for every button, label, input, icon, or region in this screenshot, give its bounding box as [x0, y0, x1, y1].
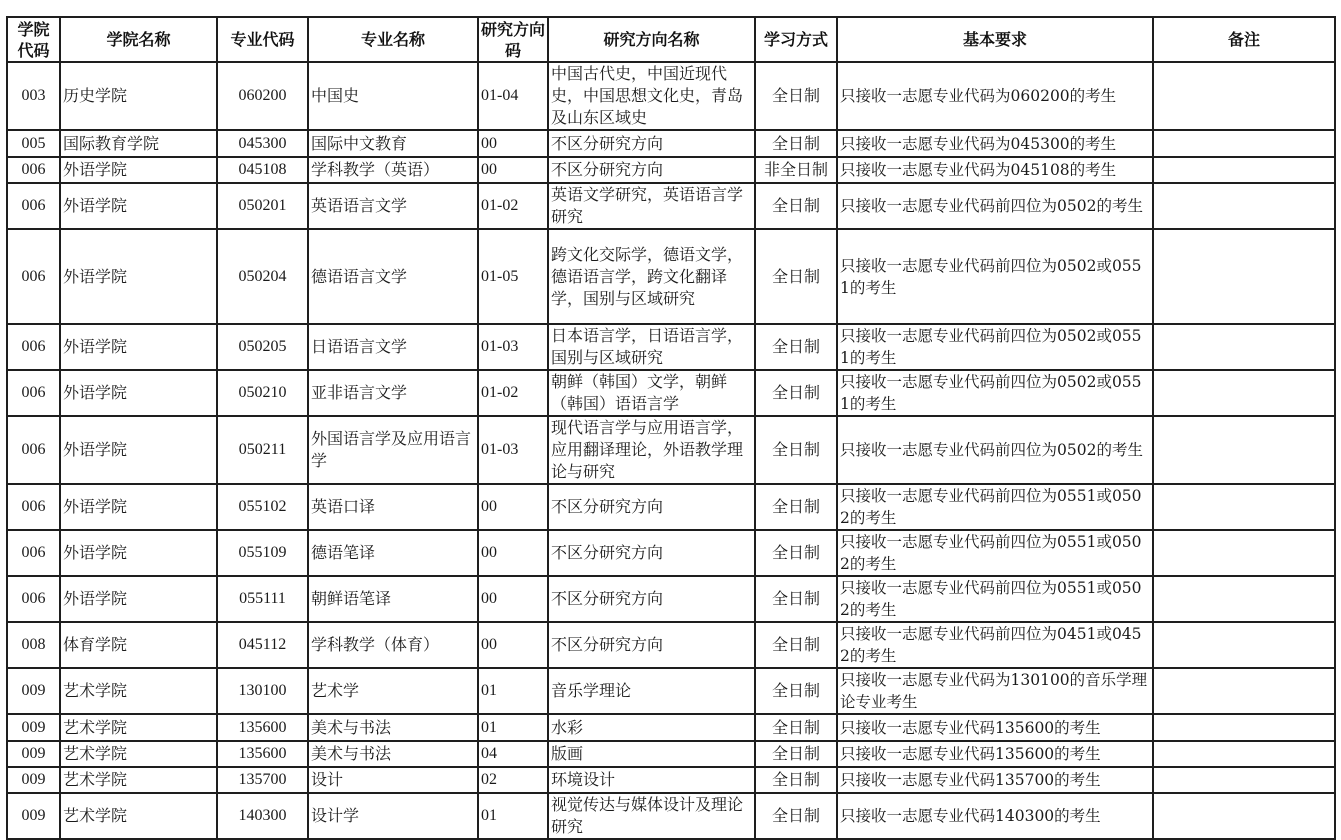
cell-direction-code: 00 [478, 130, 548, 157]
cell-college-code: 003 [7, 62, 60, 130]
cell-major-name: 德语笔译 [308, 530, 478, 576]
cell-major-name: 外国语言学及应用语言学 [308, 416, 478, 484]
cell-college-code: 006 [7, 484, 60, 530]
cell-requirement: 只接收一志愿专业代码前四位为0551或0502的考生 [837, 576, 1153, 622]
cell-requirement: 只接收一志愿专业代码前四位为0502的考生 [837, 183, 1153, 229]
cell-college-name: 外语学院 [60, 229, 217, 324]
cell-study-mode: 全日制 [755, 741, 837, 767]
cell-remarks [1153, 668, 1335, 714]
table-row [7, 530, 1335, 576]
cell-college-code: 009 [7, 767, 60, 793]
cell-remarks [1153, 157, 1335, 183]
header-study-mode: 学习方式 [755, 17, 837, 62]
cell-study-mode: 全日制 [755, 668, 837, 714]
cell-direction-name: 视觉传达与媒体设计及理论研究 [548, 793, 755, 839]
cell-college-code: 008 [7, 622, 60, 668]
cell-direction-name: 环境设计 [548, 767, 755, 793]
cell-requirement: 只接收一志愿专业代码为045108的考生 [837, 157, 1153, 183]
cell-college-name: 国际教育学院 [60, 130, 217, 157]
cell-requirement: 只接收一志愿专业代码为060200的考生 [837, 62, 1153, 130]
cell-study-mode: 全日制 [755, 714, 837, 741]
cell-direction-name: 不区分研究方向 [548, 130, 755, 157]
cell-direction-name: 不区分研究方向 [548, 622, 755, 668]
cell-study-mode: 非全日制 [755, 157, 837, 183]
cell-college-code: 006 [7, 183, 60, 229]
cell-remarks [1153, 324, 1335, 370]
header-direction-code: 研究方向码 [478, 17, 548, 62]
table-row [7, 370, 1335, 416]
table-row [7, 714, 1335, 741]
cell-requirement: 只接收一志愿专业代码140300的考生 [837, 793, 1153, 839]
cell-study-mode: 全日制 [755, 370, 837, 416]
cell-study-mode: 全日制 [755, 622, 837, 668]
table-row [7, 484, 1335, 530]
cell-college-name: 外语学院 [60, 530, 217, 576]
header-college-name: 学院名称 [60, 17, 217, 62]
cell-direction-code: 01 [478, 668, 548, 714]
cell-remarks [1153, 530, 1335, 576]
cell-major-code: 135700 [217, 767, 308, 793]
table-row [7, 183, 1335, 229]
table-row [7, 668, 1335, 714]
cell-major-code: 055111 [217, 576, 308, 622]
cell-direction-code: 00 [478, 622, 548, 668]
cell-remarks [1153, 576, 1335, 622]
cell-major-name: 设计学 [308, 793, 478, 839]
cell-study-mode: 全日制 [755, 324, 837, 370]
cell-requirement: 只接收一志愿专业代码前四位为0502的考生 [837, 416, 1153, 484]
cell-college-code: 006 [7, 576, 60, 622]
cell-major-code: 050204 [217, 229, 308, 324]
cell-direction-code: 01-05 [478, 229, 548, 324]
table-row [7, 767, 1335, 793]
cell-requirement: 只接收一志愿专业代码前四位为0502或0551的考生 [837, 229, 1153, 324]
header-major-name: 专业名称 [308, 17, 478, 62]
cell-remarks [1153, 622, 1335, 668]
cell-college-name: 体育学院 [60, 622, 217, 668]
cell-college-name: 艺术学院 [60, 741, 217, 767]
cell-direction-name: 中国古代史，中国近现代史，中国思想文化史，青岛及山东区域史 [548, 62, 755, 130]
table-row [7, 416, 1335, 484]
cell-remarks [1153, 370, 1335, 416]
cell-major-code: 060200 [217, 62, 308, 130]
header-row [7, 17, 1335, 62]
cell-direction-code: 01-02 [478, 183, 548, 229]
cell-college-name: 艺术学院 [60, 793, 217, 839]
cell-direction-code: 01-02 [478, 370, 548, 416]
cell-college-code: 009 [7, 668, 60, 714]
cell-college-code: 006 [7, 157, 60, 183]
cell-requirement: 只接收一志愿专业代码为045300的考生 [837, 130, 1153, 157]
cell-remarks [1153, 714, 1335, 741]
cell-direction-code: 02 [478, 767, 548, 793]
cell-direction-name: 日本语言学，日语语言学，国别与区域研究 [548, 324, 755, 370]
cell-major-name: 亚非语言文学 [308, 370, 478, 416]
cell-direction-name: 音乐学理论 [548, 668, 755, 714]
cell-remarks [1153, 416, 1335, 484]
cell-study-mode: 全日制 [755, 793, 837, 839]
cell-major-code: 055109 [217, 530, 308, 576]
cell-requirement: 只接收一志愿专业代码为130100的音乐学理论专业考生 [837, 668, 1153, 714]
table-row [7, 324, 1335, 370]
cell-college-name: 艺术学院 [60, 714, 217, 741]
table-row [7, 229, 1335, 324]
cell-direction-code: 01 [478, 714, 548, 741]
cell-major-name: 日语语言文学 [308, 324, 478, 370]
table-row [7, 576, 1335, 622]
cell-college-name: 外语学院 [60, 576, 217, 622]
cell-direction-code: 01-03 [478, 324, 548, 370]
cell-college-code: 009 [7, 793, 60, 839]
cell-major-code: 055102 [217, 484, 308, 530]
cell-college-code: 006 [7, 229, 60, 324]
cell-remarks [1153, 767, 1335, 793]
header-college-code: 学院代码 [7, 17, 60, 62]
cell-study-mode: 全日制 [755, 130, 837, 157]
cell-college-name: 外语学院 [60, 157, 217, 183]
admissions-table-container [6, 16, 1336, 840]
table-row [7, 130, 1335, 157]
cell-remarks [1153, 130, 1335, 157]
cell-direction-name: 现代语言学与应用语言学，应用翻译理论，外语教学理论与研究 [548, 416, 755, 484]
table-row [7, 622, 1335, 668]
cell-requirement: 只接收一志愿专业代码135700的考生 [837, 767, 1153, 793]
cell-college-name: 艺术学院 [60, 767, 217, 793]
cell-major-code: 050205 [217, 324, 308, 370]
cell-college-code: 006 [7, 324, 60, 370]
cell-major-name: 德语语言文学 [308, 229, 478, 324]
cell-college-code: 009 [7, 741, 60, 767]
cell-major-code: 045300 [217, 130, 308, 157]
cell-study-mode: 全日制 [755, 576, 837, 622]
cell-requirement: 只接收一志愿专业代码135600的考生 [837, 714, 1153, 741]
cell-major-code: 045112 [217, 622, 308, 668]
cell-direction-name: 跨文化交际学，德语文学，德语语言学，跨文化翻译学，国别与区域研究 [548, 229, 755, 324]
cell-college-name: 外语学院 [60, 370, 217, 416]
cell-college-code: 006 [7, 370, 60, 416]
cell-direction-name: 英语文学研究，英语语言学研究 [548, 183, 755, 229]
cell-direction-code: 01-04 [478, 62, 548, 130]
cell-direction-code: 01 [478, 793, 548, 839]
cell-direction-code: 00 [478, 484, 548, 530]
cell-major-code: 050201 [217, 183, 308, 229]
cell-study-mode: 全日制 [755, 484, 837, 530]
cell-major-name: 美术与书法 [308, 741, 478, 767]
cell-remarks [1153, 229, 1335, 324]
cell-direction-code: 04 [478, 741, 548, 767]
cell-direction-code: 00 [478, 530, 548, 576]
cell-college-name: 历史学院 [60, 62, 217, 130]
cell-study-mode: 全日制 [755, 62, 837, 130]
cell-major-code: 140300 [217, 793, 308, 839]
cell-requirement: 只接收一志愿专业代码前四位为0451或0452的考生 [837, 622, 1153, 668]
cell-direction-name: 不区分研究方向 [548, 576, 755, 622]
cell-direction-name: 版画 [548, 741, 755, 767]
cell-requirement: 只接收一志愿专业代码前四位为0551或0502的考生 [837, 530, 1153, 576]
cell-college-name: 外语学院 [60, 484, 217, 530]
cell-major-name: 国际中文教育 [308, 130, 478, 157]
table-row [7, 62, 1335, 130]
cell-major-code: 135600 [217, 714, 308, 741]
cell-major-name: 朝鲜语笔译 [308, 576, 478, 622]
cell-direction-code: 00 [478, 576, 548, 622]
cell-college-name: 外语学院 [60, 324, 217, 370]
cell-study-mode: 全日制 [755, 767, 837, 793]
cell-study-mode: 全日制 [755, 530, 837, 576]
cell-direction-name: 不区分研究方向 [548, 484, 755, 530]
cell-college-code: 009 [7, 714, 60, 741]
cell-major-code: 045108 [217, 157, 308, 183]
cell-college-code: 006 [7, 530, 60, 576]
cell-remarks [1153, 741, 1335, 767]
header-major-code: 专业代码 [217, 17, 308, 62]
header-direction-name: 研究方向名称 [548, 17, 755, 62]
cell-remarks [1153, 484, 1335, 530]
cell-direction-code: 01-03 [478, 416, 548, 484]
cell-direction-name: 朝鲜（韩国）文学，朝鲜（韩国）语语言学 [548, 370, 755, 416]
cell-remarks [1153, 793, 1335, 839]
cell-direction-name: 水彩 [548, 714, 755, 741]
cell-major-code: 050210 [217, 370, 308, 416]
cell-major-name: 英语口译 [308, 484, 478, 530]
cell-direction-name: 不区分研究方向 [548, 530, 755, 576]
cell-remarks [1153, 62, 1335, 130]
cell-major-name: 美术与书法 [308, 714, 478, 741]
cell-major-code: 135600 [217, 741, 308, 767]
cell-remarks [1153, 183, 1335, 229]
cell-requirement: 只接收一志愿专业代码135600的考生 [837, 741, 1153, 767]
cell-major-name: 英语语言文学 [308, 183, 478, 229]
cell-college-code: 006 [7, 416, 60, 484]
table-row [7, 793, 1335, 839]
cell-college-name: 外语学院 [60, 183, 217, 229]
header-requirement: 基本要求 [837, 17, 1153, 62]
cell-major-code: 130100 [217, 668, 308, 714]
cell-major-name: 中国史 [308, 62, 478, 130]
cell-requirement: 只接收一志愿专业代码前四位为0502或0551的考生 [837, 324, 1153, 370]
cell-major-name: 艺术学 [308, 668, 478, 714]
cell-major-name: 设计 [308, 767, 478, 793]
cell-major-name: 学科教学（体育） [308, 622, 478, 668]
cell-requirement: 只接收一志愿专业代码前四位为0551或0502的考生 [837, 484, 1153, 530]
header-remarks: 备注 [1153, 17, 1335, 62]
cell-major-name: 学科教学（英语） [308, 157, 478, 183]
cell-college-name: 外语学院 [60, 416, 217, 484]
cell-study-mode: 全日制 [755, 229, 837, 324]
cell-study-mode: 全日制 [755, 416, 837, 484]
table-row [7, 157, 1335, 183]
cell-direction-code: 00 [478, 157, 548, 183]
table-row [7, 741, 1335, 767]
admissions-table [6, 16, 1336, 840]
cell-requirement: 只接收一志愿专业代码前四位为0502或0551的考生 [837, 370, 1153, 416]
cell-college-name: 艺术学院 [60, 668, 217, 714]
cell-direction-name: 不区分研究方向 [548, 157, 755, 183]
cell-major-code: 050211 [217, 416, 308, 484]
cell-study-mode: 全日制 [755, 183, 837, 229]
cell-college-code: 005 [7, 130, 60, 157]
